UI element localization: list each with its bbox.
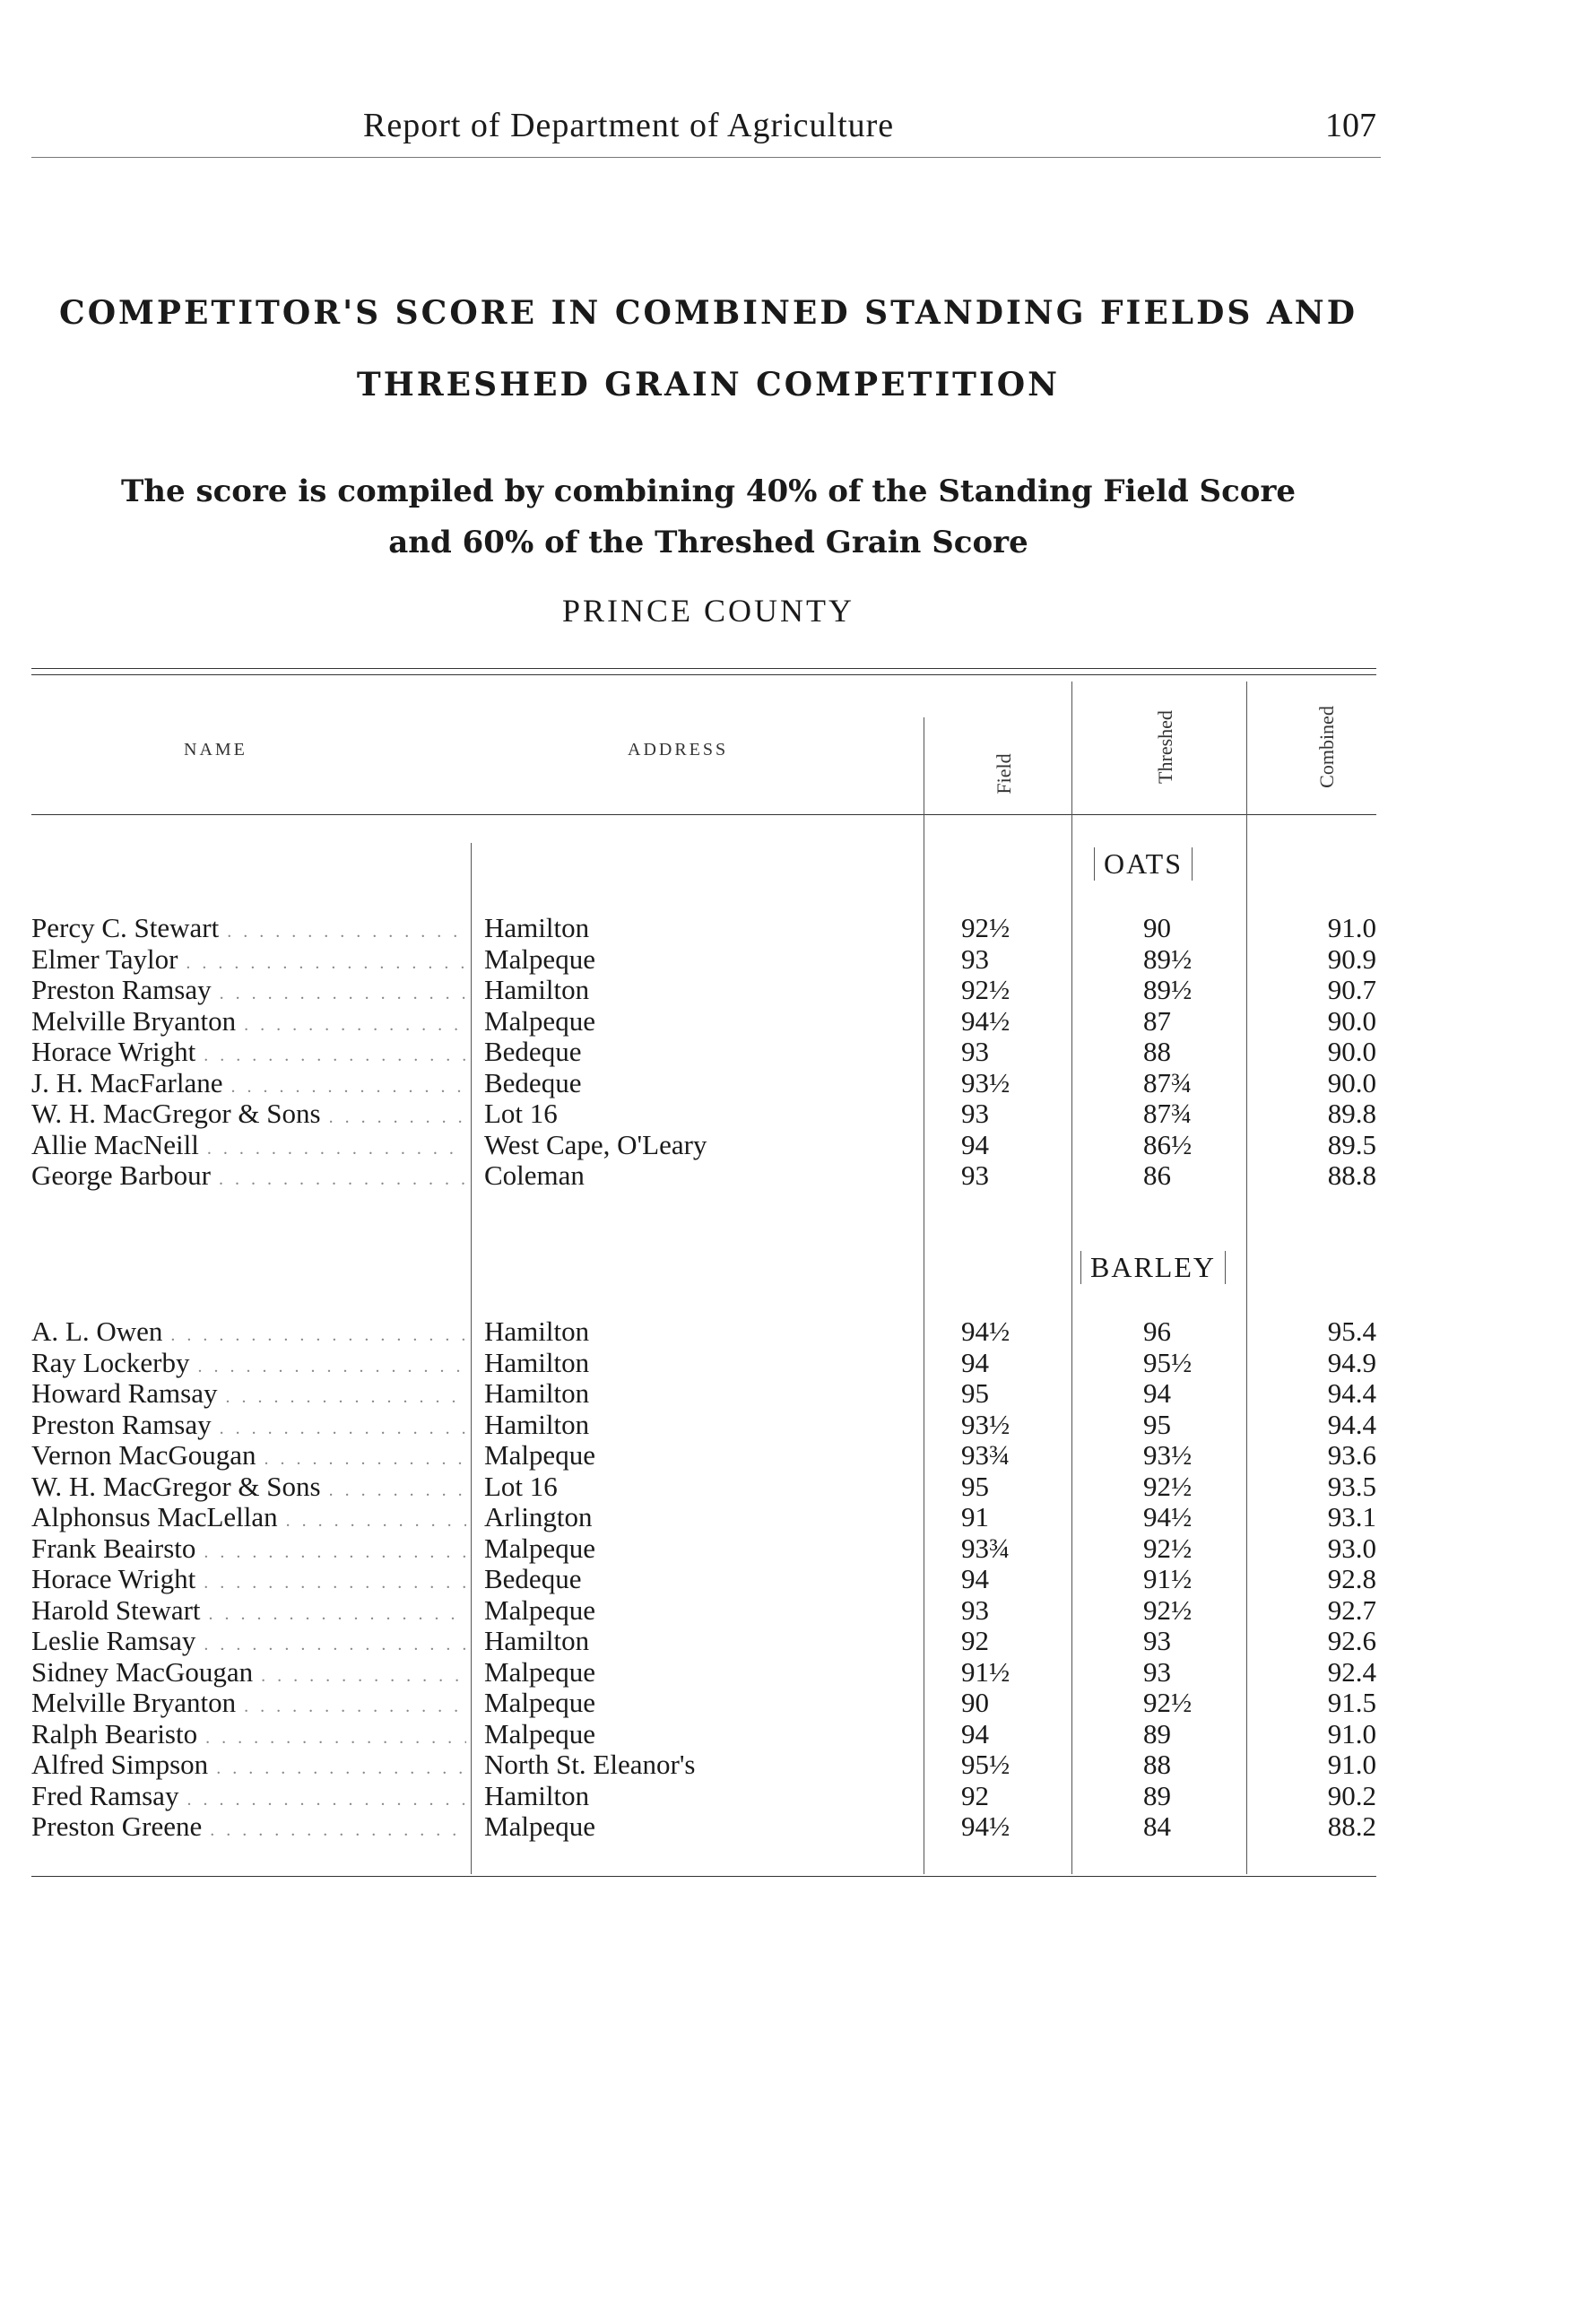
threshed-score: 93½: [1143, 1439, 1193, 1471]
competitor-name: Ralph Bearisto . . .: [31, 1719, 466, 1753]
competitor-address: Arlington: [484, 1501, 593, 1532]
combined-score: 92.6: [1327, 1625, 1376, 1656]
competitor-name: W. H. MacGregor & Sons . . .: [31, 1098, 466, 1133]
combined-score: 95.4: [1327, 1315, 1376, 1347]
table-row: [31, 1098, 1376, 1129]
field-score: 92: [961, 1779, 989, 1811]
threshed-score: 94½: [1143, 1501, 1193, 1532]
table-row: [31, 944, 1376, 975]
competitor-address: Malpeque: [484, 1655, 595, 1688]
threshed-score: 89: [1143, 1779, 1171, 1811]
county-heading: PRINCE COUNTY: [561, 593, 854, 629]
threshed-score: 93: [1143, 1625, 1171, 1656]
table-row: [31, 1811, 1376, 1842]
competitor-address: Malpeque: [484, 1439, 595, 1471]
column-header-field: Field: [993, 753, 1015, 794]
field-score: 93½: [961, 1408, 1011, 1440]
subtitle-line-1: The score is compiled by combining 40% of the Standing Field Score: [120, 473, 1297, 509]
combined-score: 90.0: [1327, 1004, 1376, 1037]
threshed-score: 93: [1143, 1655, 1171, 1688]
table-row: [31, 1130, 1376, 1160]
threshed-score: 94: [1143, 1377, 1171, 1409]
table-row: [31, 1688, 1376, 1718]
combined-score: 88.8: [1327, 1159, 1376, 1191]
threshed-score: 88: [1143, 1036, 1171, 1067]
combined-score: 93.5: [1327, 1470, 1376, 1502]
field-score: 91: [961, 1501, 989, 1532]
field-score: 95½: [961, 1749, 1011, 1780]
combined-score: 94.4: [1327, 1377, 1376, 1409]
field-score: 90: [961, 1687, 989, 1718]
competitor-name: George Barbour . . .: [31, 1160, 466, 1194]
page-number: 107: [1325, 107, 1376, 144]
threshed-score: 84: [1143, 1810, 1171, 1842]
table-top-rule: [31, 668, 1376, 669]
threshed-score: 87¾: [1143, 1098, 1193, 1129]
table-row: [31, 1657, 1376, 1688]
competitor-address: Malpeque: [484, 1810, 595, 1842]
table-top-rule-inner: [31, 674, 1376, 675]
competitor-address: Hamilton: [484, 1346, 590, 1378]
combined-score: 90.0: [1327, 1066, 1376, 1098]
threshed-score: 92½: [1143, 1687, 1193, 1718]
field-score: 93: [961, 1593, 989, 1626]
threshed-score: 89½: [1143, 942, 1193, 975]
combined-score: 92.8: [1327, 1563, 1376, 1594]
table-row: [31, 1037, 1376, 1067]
threshed-score: 90: [1143, 912, 1171, 943]
competitor-name: Horace Wright . . .: [31, 1564, 466, 1598]
combined-score: 93.0: [1327, 1532, 1376, 1564]
table-row: [31, 1781, 1376, 1811]
threshed-score: 89½: [1143, 974, 1193, 1005]
field-score: 93: [961, 1098, 989, 1129]
competitor-name: Fred Ramsay . . .: [31, 1781, 466, 1815]
threshed-score: 88: [1143, 1749, 1171, 1780]
competitor-name: J. H. MacFarlane . . .: [31, 1068, 466, 1102]
table-row: [31, 1719, 1376, 1749]
section-label-barley: BARLEY: [1080, 1251, 1226, 1284]
table-row: [31, 1410, 1376, 1440]
combined-score: 89.8: [1327, 1098, 1376, 1129]
combined-score: 89.5: [1327, 1128, 1376, 1160]
table-header-rule: [31, 814, 1376, 815]
combined-score: 91.0: [1327, 912, 1376, 943]
field-score: 91½: [961, 1655, 1011, 1688]
competitor-address: Lot 16: [484, 1098, 558, 1129]
competitor-name: Horace Wright . . .: [31, 1037, 466, 1071]
threshed-score: 95½: [1143, 1346, 1193, 1378]
table-row: [31, 1564, 1376, 1594]
competitor-name: Harold Stewart . . .: [31, 1595, 466, 1629]
table-row: [31, 1440, 1376, 1471]
title-line-1: COMPETITOR'S SCORE IN COMBINED STANDING FIELDS AND: [59, 294, 1357, 332]
field-score: 94½: [961, 1004, 1011, 1037]
field-score: 94: [961, 1563, 989, 1594]
competitor-address: Hamilton: [484, 974, 590, 1005]
table-row: [31, 913, 1376, 943]
field-score: 92½: [961, 974, 1011, 1005]
competitor-address: Malpeque: [484, 1532, 595, 1564]
column-header-threshed: Threshed: [1154, 710, 1176, 784]
competitor-address: Malpeque: [484, 1687, 595, 1718]
competitor-name: Howard Ramsay . . .: [31, 1378, 466, 1412]
table-row: [31, 1533, 1376, 1564]
subtitle-line-2: and 60% of the Threshed Grain Score: [388, 525, 1028, 560]
table-row: [31, 1378, 1376, 1409]
competitor-name: Preston Greene . . .: [31, 1811, 466, 1845]
combined-score: 94.4: [1327, 1408, 1376, 1440]
field-score: 95: [961, 1377, 989, 1409]
competitor-name: Sidney MacGougan . . .: [31, 1657, 466, 1691]
competitor-address: North St. Eleanor's: [484, 1749, 696, 1780]
combined-score: 90.9: [1327, 942, 1376, 975]
table-row: [31, 1749, 1376, 1780]
header-rule: [31, 157, 1381, 158]
threshed-score: 91½: [1143, 1563, 1193, 1594]
competitor-name: Frank Beairsto . . .: [31, 1533, 466, 1567]
field-score: 93¾: [961, 1532, 1011, 1564]
field-score: 94½: [961, 1315, 1011, 1347]
combined-score: 94.9: [1327, 1346, 1376, 1378]
column-header-combined: Combined: [1315, 706, 1338, 788]
table-row: [31, 1160, 1376, 1191]
column-header-address: ADDRESS: [628, 740, 729, 760]
competitor-address: West Cape, O'Leary: [484, 1128, 707, 1160]
combined-score: 92.7: [1327, 1593, 1376, 1626]
table-row: [31, 1595, 1376, 1626]
field-score: 93½: [961, 1066, 1011, 1098]
competitor-name: Preston Ramsay . . .: [31, 1410, 466, 1444]
competitor-name: Melville Bryanton . . .: [31, 1688, 466, 1722]
competitor-name: Preston Ramsay . . .: [31, 975, 466, 1009]
field-score: 93: [961, 942, 989, 975]
table-row: [31, 1348, 1376, 1378]
threshed-score: 92½: [1143, 1470, 1193, 1502]
competitor-address: Hamilton: [484, 1625, 590, 1656]
field-score: 93¾: [961, 1439, 1011, 1471]
competitor-address: Hamilton: [484, 1377, 590, 1409]
table-row: [31, 1626, 1376, 1656]
table-bottom-rule: [31, 1876, 1376, 1877]
table-row: [31, 1006, 1376, 1037]
competitor-name: Alfred Simpson . . .: [31, 1749, 466, 1784]
competitor-address: Hamilton: [484, 1779, 590, 1811]
competitor-name: A. L. Owen . . .: [31, 1316, 466, 1350]
field-score: 94: [961, 1346, 989, 1378]
competitor-address: Malpeque: [484, 1717, 595, 1749]
field-score: 95: [961, 1470, 989, 1502]
field-score: 93: [961, 1159, 989, 1191]
threshed-score: 86: [1143, 1159, 1171, 1191]
field-score: 92: [961, 1625, 989, 1656]
table-row: [31, 1068, 1376, 1098]
field-score: 94: [961, 1717, 989, 1749]
threshed-score: 95: [1143, 1408, 1171, 1440]
combined-score: 90.7: [1327, 974, 1376, 1005]
threshed-score: 89: [1143, 1717, 1171, 1749]
competitor-address: Malpeque: [484, 1004, 595, 1037]
competitor-address: Lot 16: [484, 1470, 558, 1502]
competitor-name: Leslie Ramsay . . .: [31, 1626, 466, 1660]
page-header: [31, 106, 1376, 151]
table-row: [31, 1316, 1376, 1347]
competitor-name: Allie MacNeill . . .: [31, 1130, 466, 1164]
running-title: Report of Department of Agriculture: [363, 107, 895, 144]
competitor-address: Coleman: [484, 1159, 585, 1191]
competitor-address: Bedeque: [484, 1563, 582, 1594]
field-score: 92½: [961, 912, 1011, 943]
table-row: [31, 975, 1376, 1005]
section-label-oats: OATS: [1094, 847, 1193, 881]
field-score: 94½: [961, 1810, 1011, 1842]
threshed-score: 87¾: [1143, 1066, 1193, 1098]
competitor-address: Hamilton: [484, 1408, 590, 1440]
threshed-score: 92½: [1143, 1593, 1193, 1626]
competitor-address: Bedeque: [484, 1066, 582, 1098]
competitor-name: Melville Bryanton . . .: [31, 1006, 466, 1040]
competitor-name: Ray Lockerby . . .: [31, 1348, 466, 1382]
competitor-name: Elmer Taylor . . .: [31, 944, 466, 978]
threshed-score: 96: [1143, 1315, 1171, 1347]
combined-score: 93.1: [1327, 1501, 1376, 1532]
combined-score: 91.5: [1327, 1687, 1376, 1718]
competitor-address: Bedeque: [484, 1036, 582, 1067]
competitor-name: Alphonsus MacLellan . . .: [31, 1502, 466, 1536]
column-header-name: NAME: [184, 740, 247, 760]
combined-score: 93.6: [1327, 1439, 1376, 1471]
combined-score: 91.0: [1327, 1749, 1376, 1780]
table-row: [31, 1502, 1376, 1532]
competitor-name: Vernon MacGougan . . .: [31, 1440, 466, 1474]
field-score: 93: [961, 1036, 989, 1067]
competitor-name: Percy C. Stewart . . .: [31, 913, 466, 947]
title-line-2: THRESHED GRAIN COMPETITION: [356, 366, 1061, 404]
threshed-score: 92½: [1143, 1532, 1193, 1564]
competitor-address: Hamilton: [484, 912, 590, 943]
threshed-score: 87: [1143, 1004, 1171, 1037]
competitor-name: W. H. MacGregor & Sons . . .: [31, 1472, 466, 1506]
threshed-score: 86½: [1143, 1128, 1193, 1160]
combined-score: 90.0: [1327, 1036, 1376, 1067]
competitor-address: Malpeque: [484, 1593, 595, 1626]
combined-score: 88.2: [1327, 1810, 1376, 1842]
table-row: [31, 1472, 1376, 1502]
combined-score: 91.0: [1327, 1717, 1376, 1749]
competitor-address: Hamilton: [484, 1315, 590, 1347]
field-score: 94: [961, 1128, 989, 1160]
competitor-address: Malpeque: [484, 942, 595, 975]
combined-score: 92.4: [1327, 1655, 1376, 1688]
combined-score: 90.2: [1327, 1779, 1376, 1811]
